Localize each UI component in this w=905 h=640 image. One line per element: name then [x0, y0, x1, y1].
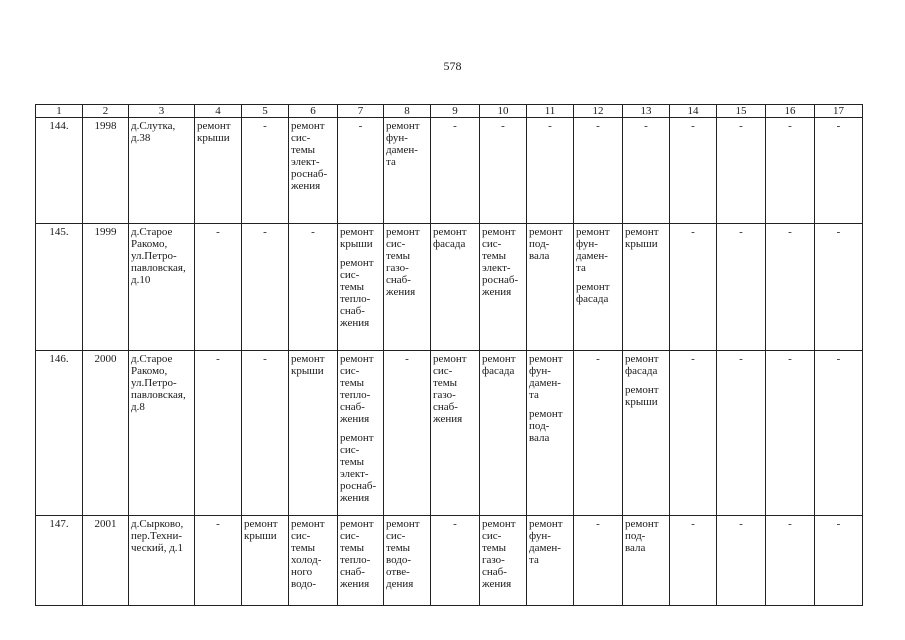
work-item: ремонт сис- темы газо- снаб- жения: [433, 353, 467, 425]
address-cell: [129, 118, 195, 224]
work-cell: [527, 224, 574, 351]
empty-dash: -: [691, 120, 695, 132]
work-item: ремонт крыши: [340, 226, 374, 250]
work-item: ремонт крыши: [197, 120, 231, 144]
empty-dash: -: [311, 226, 315, 238]
empty-dash: -: [263, 226, 267, 238]
work-item: ремонт сис- темы элект- роснаб- жения: [291, 120, 328, 192]
work-item: ремонт крыши: [244, 518, 278, 542]
work-cell: [717, 516, 766, 606]
column-number-row: [36, 105, 863, 118]
work-cell: [384, 224, 431, 351]
work-cell: [195, 224, 242, 351]
year-cell-text: 1999: [94, 226, 117, 238]
column-header: 11: [527, 105, 574, 118]
column-header: 16: [766, 105, 815, 118]
address-cell-text: д.Старое Ракомо, ул.Петро- павловская, д.8: [131, 353, 186, 413]
work-item: ремонт фасада: [433, 226, 467, 250]
empty-dash: -: [216, 518, 220, 530]
row-number-cell: [36, 118, 83, 224]
work-cell: [527, 351, 574, 516]
work-cell: [289, 351, 338, 516]
column-header: 4: [195, 105, 242, 118]
work-cell: [717, 224, 766, 351]
work-cell: [242, 118, 289, 224]
work-cell: [574, 351, 623, 516]
column-header: 2: [83, 105, 129, 118]
empty-dash: -: [501, 120, 505, 132]
year-cell-text: 1998: [94, 120, 117, 132]
work-cell: [527, 516, 574, 606]
column-header: 8: [384, 105, 431, 118]
empty-dash: -: [596, 518, 600, 530]
work-cell: [195, 516, 242, 606]
work-cell: [289, 118, 338, 224]
empty-dash: -: [691, 518, 695, 530]
row-number-cell-text: 144.: [49, 120, 69, 132]
table-row: [36, 224, 863, 351]
work-cell: [338, 516, 384, 606]
work-item: ремонт сис- темы газо- снаб- жения: [482, 518, 516, 590]
work-cell: [384, 351, 431, 516]
year-cell: [83, 516, 129, 606]
work-cell: [717, 118, 766, 224]
work-cell: [242, 224, 289, 351]
column-header: 14: [670, 105, 717, 118]
empty-dash: -: [263, 353, 267, 365]
empty-dash: -: [453, 120, 457, 132]
work-cell: [717, 351, 766, 516]
work-cell: [480, 351, 527, 516]
table-row: [36, 351, 863, 516]
row-number-cell-text: 147.: [49, 518, 69, 530]
work-cell: [574, 118, 623, 224]
empty-dash: -: [263, 120, 267, 132]
column-header: 17: [815, 105, 863, 118]
work-cell: [431, 224, 480, 351]
empty-dash: -: [739, 518, 743, 530]
work-cell: [289, 224, 338, 351]
work-item: ремонт сис- темы водо- отве- дения: [386, 518, 420, 590]
year-cell-text: 2000: [94, 353, 117, 365]
table-row: [36, 118, 863, 224]
table-row: [36, 516, 863, 606]
work-item: ремонт сис- темы газо- снаб- жения: [386, 226, 420, 298]
work-item: ремонт фасада: [482, 353, 516, 377]
work-item: ремонт фасада: [625, 353, 659, 377]
empty-dash: -: [548, 120, 552, 132]
work-cell: [480, 118, 527, 224]
work-cell: [338, 351, 384, 516]
empty-dash: -: [788, 518, 792, 530]
work-cell: [670, 224, 717, 351]
address-cell-text: д.Сырково, пер.Техни- ческий, д.1: [131, 518, 184, 554]
empty-dash: -: [788, 226, 792, 238]
work-item: ремонт крыши: [625, 226, 659, 250]
work-cell: [670, 118, 717, 224]
row-number-cell-text: 146.: [49, 353, 69, 365]
empty-dash: -: [836, 353, 841, 365]
work-cell: [815, 224, 863, 351]
work-cell: [766, 516, 815, 606]
address-cell: [129, 516, 195, 606]
address-cell: [129, 224, 195, 351]
work-cell: [195, 118, 242, 224]
page-number: 578: [443, 59, 462, 73]
work-cell: [623, 224, 670, 351]
work-item: ремонт сис- темы элект- роснаб- жения: [482, 226, 519, 298]
year-cell: [83, 351, 129, 516]
address-cell-text: д.Слутка, д.38: [131, 120, 176, 144]
work-item: ремонт под- вала: [625, 518, 659, 554]
work-item: ремонт под- вала: [529, 226, 563, 262]
empty-dash: -: [596, 120, 600, 132]
work-cell: [623, 516, 670, 606]
work-cell: [289, 516, 338, 606]
work-cell: [766, 118, 815, 224]
work-item: ремонт фун- дамен- та: [386, 120, 420, 168]
work-cell: [527, 118, 574, 224]
empty-dash: -: [739, 353, 743, 365]
address-cell-text: д.Старое Ракомо, ул.Петро- павловская, д.10: [131, 226, 186, 286]
work-cell: [338, 118, 384, 224]
work-cell: [766, 351, 815, 516]
empty-dash: -: [836, 226, 841, 238]
address-cell: [129, 351, 195, 516]
work-item: ремонт фасада: [576, 281, 610, 305]
column-header: 12: [574, 105, 623, 118]
column-header: 5: [242, 105, 289, 118]
row-number-cell: [36, 224, 83, 351]
empty-dash: -: [739, 226, 743, 238]
column-header: 7: [338, 105, 384, 118]
empty-dash: -: [788, 120, 792, 132]
work-item: ремонт сис- темы холод- ного водо-: [291, 518, 325, 590]
repair-schedule-table: [35, 104, 863, 606]
row-number-cell-text: 145.: [49, 226, 69, 238]
empty-dash: -: [691, 353, 695, 365]
column-header: 13: [623, 105, 670, 118]
work-item: ремонт сис- темы элект- роснаб- жения: [340, 432, 377, 504]
empty-dash: -: [405, 353, 409, 365]
work-cell: [766, 224, 815, 351]
work-item: ремонт фун- дамен- та: [576, 226, 610, 274]
work-item: ремонт крыши: [625, 384, 659, 408]
column-header: 1: [36, 105, 83, 118]
column-header: 3: [129, 105, 195, 118]
row-number-cell: [36, 351, 83, 516]
work-cell: [480, 224, 527, 351]
empty-dash: -: [596, 353, 600, 365]
empty-dash: -: [691, 226, 695, 238]
year-cell-text: 2001: [94, 518, 117, 530]
work-item: ремонт фун- дамен- та: [529, 353, 563, 401]
work-cell: [574, 224, 623, 351]
column-header: 9: [431, 105, 480, 118]
work-cell: [670, 516, 717, 606]
column-header: 10: [480, 105, 527, 118]
row-number-cell: [36, 516, 83, 606]
work-cell: [480, 516, 527, 606]
empty-dash: -: [216, 353, 220, 365]
work-item: ремонт сис- темы тепло- снаб- жения: [340, 257, 374, 329]
empty-dash: -: [453, 518, 457, 530]
work-cell: [670, 351, 717, 516]
work-item: ремонт сис- темы тепло- снаб- жения: [340, 518, 374, 590]
work-cell: [384, 118, 431, 224]
empty-dash: -: [358, 120, 363, 132]
work-cell: [384, 516, 431, 606]
work-item: ремонт крыши: [291, 353, 325, 377]
column-header: 15: [717, 105, 766, 118]
empty-dash: -: [836, 518, 841, 530]
year-cell: [83, 118, 129, 224]
work-cell: [338, 224, 384, 351]
empty-dash: -: [739, 120, 743, 132]
empty-dash: -: [788, 353, 792, 365]
work-cell: [623, 118, 670, 224]
empty-dash: -: [216, 226, 220, 238]
work-item: ремонт под- вала: [529, 408, 563, 444]
empty-dash: -: [644, 120, 648, 132]
year-cell: [83, 224, 129, 351]
work-cell: [815, 516, 863, 606]
work-cell: [242, 351, 289, 516]
column-header: 6: [289, 105, 338, 118]
work-cell: [195, 351, 242, 516]
empty-dash: -: [836, 120, 841, 132]
work-cell: [623, 351, 670, 516]
work-cell: [815, 351, 863, 516]
work-cell: [431, 351, 480, 516]
work-item: ремонт фун- дамен- та: [529, 518, 563, 566]
work-cell: [574, 516, 623, 606]
work-cell: [815, 118, 863, 224]
work-item: ремонт сис- темы тепло- снаб- жения: [340, 353, 374, 425]
work-cell: [431, 516, 480, 606]
work-cell: [431, 118, 480, 224]
work-cell: [242, 516, 289, 606]
